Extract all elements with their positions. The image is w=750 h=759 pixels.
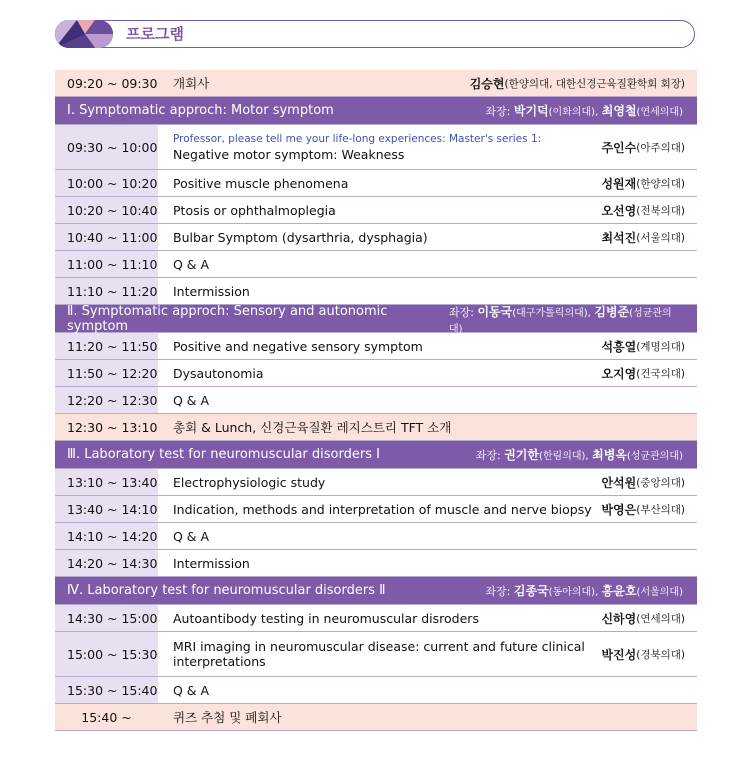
section-title: Ⅲ. Laboratory test for neuromuscular disorders Ⅰ — [67, 447, 380, 462]
table-row — [55, 605, 697, 632]
section-header-3 — [55, 441, 697, 469]
session-subtitle: Professor, please tell me your life-long experiences: Master's series 1: — [173, 132, 542, 145]
section-chairs: 좌장: 김종국(동아의대), 홍윤호(서울의대) — [485, 584, 683, 598]
time-cell: 09:20 ~ 09:30 — [55, 70, 158, 96]
session-title: Q & A — [173, 392, 210, 408]
section-title: Ⅰ. Symptomatic approch: Motor symptom — [67, 103, 334, 118]
table-row — [55, 632, 697, 677]
time-cell: 13:40 ~ 14:10 — [55, 496, 158, 522]
speaker: 오지영 (건국의대) — [601, 366, 685, 381]
speaker: 박진성 (경북의대) — [601, 647, 685, 662]
table-row — [55, 469, 697, 496]
speaker: 박영은 (부산의대) — [601, 502, 685, 517]
table-row — [55, 496, 697, 523]
time-cell: 10:20 ~ 10:40 — [55, 197, 158, 223]
section-title: Ⅳ. Laboratory test for neuromuscular disorders Ⅱ — [67, 583, 386, 598]
closing-row — [55, 704, 697, 731]
session-title: 개회사 — [173, 76, 210, 91]
table-row — [55, 278, 697, 305]
table-row — [55, 360, 697, 387]
page-title: 프로그램 — [126, 25, 184, 43]
section-header-4 — [55, 577, 697, 605]
time-cell: 15:40 ~ — [55, 704, 158, 730]
table-row — [55, 125, 697, 170]
session-title: Q & A — [173, 256, 210, 272]
speaker: 성원재 (한양의대) — [601, 176, 685, 191]
time-cell: 10:40 ~ 11:00 — [55, 224, 158, 250]
section-title: Ⅱ. Symptomatic approch: Sensory and autonomic symptom — [67, 303, 388, 334]
speaker: 신하영 (연세의대) — [601, 611, 685, 626]
session-title: Bulbar Symptom (dysarthria, dysphagia) — [173, 229, 428, 245]
session-title: Dysautonomia — [173, 365, 264, 381]
program-table — [55, 70, 697, 731]
table-row — [55, 224, 697, 251]
session-title: Ptosis or ophthalmoplegia — [173, 202, 336, 218]
time-cell: 12:30 ~ 13:10 — [55, 414, 158, 440]
speaker: 안석원 (중앙의대) — [601, 475, 685, 490]
speaker: 오선영 (전북의대) — [601, 203, 685, 218]
table-row — [55, 387, 697, 414]
session-title: Q & A — [173, 528, 210, 544]
program-header — [55, 20, 695, 48]
session-title: MRI imaging in neuromuscular disease: current and future clinical interpretations — [173, 639, 585, 669]
session-title: Q & A — [173, 682, 210, 698]
speaker: 김승현 (한양의대, 대한신경근육질환학회 회장) — [469, 76, 685, 91]
session-title: Indication, methods and interpretation of muscle and nerve biopsy — [173, 501, 592, 517]
section-chairs: 좌장: 이동국(대구가톨릭의대), 김병준(성균관의대) — [449, 304, 672, 335]
session-title: Professor, please tell me your life-long experiences: Master's series 1: Negative motor symptom: Weakness — [173, 132, 542, 162]
section-header-1 — [55, 97, 697, 125]
table-row — [55, 170, 697, 197]
time-cell: 09:30 ~ 10:00 — [55, 125, 158, 169]
section-chairs: 좌장: 박기덕(이화의대), 최영철(연세의대) — [485, 104, 683, 118]
session-title: Positive and negative sensory symptom — [173, 338, 423, 354]
speaker: 최석진 (서울의대) — [601, 230, 685, 245]
time-cell: 10:00 ~ 10:20 — [55, 170, 158, 196]
session-title: 퀴즈 추첨 및 폐회사 — [173, 710, 282, 725]
session-title: Autoantibody testing in neuromuscular disroders — [173, 610, 479, 626]
time-cell: 14:30 ~ 15:00 — [55, 605, 158, 631]
speaker: 석흥열 (계명의대) — [601, 339, 685, 354]
table-row — [55, 251, 697, 278]
speaker: 주인수 (아주의대) — [601, 140, 685, 155]
session-title: Positive muscle phenomena — [173, 175, 349, 191]
session-title: Intermission — [173, 555, 250, 571]
table-row — [55, 677, 697, 704]
section-header-2 — [55, 305, 697, 333]
lunch-row — [55, 414, 697, 441]
table-row — [55, 197, 697, 224]
time-cell: 14:10 ~ 14:20 — [55, 523, 158, 549]
time-cell: 11:20 ~ 11:50 — [55, 333, 158, 359]
time-cell: 14:20 ~ 14:30 — [55, 550, 158, 576]
opening-row — [55, 70, 697, 97]
session-title: Electrophysiologic study — [173, 474, 326, 490]
table-row — [55, 523, 697, 550]
session-title: Intermission — [173, 283, 250, 299]
time-cell: 12:20 ~ 12:30 — [55, 387, 158, 413]
session-title: 총회 & Lunch, 신경근육질환 레지스트리 TFT 소개 — [173, 420, 452, 435]
table-row — [55, 550, 697, 577]
time-cell: 11:10 ~ 11:20 — [55, 278, 158, 304]
time-cell: 15:00 ~ 15:30 — [55, 632, 158, 676]
section-chairs: 좌장: 권기한(한림의대), 최병옥(성균관의대) — [475, 448, 683, 462]
program-logo-icon — [55, 20, 113, 48]
time-cell: 13:10 ~ 13:40 — [55, 469, 158, 495]
time-cell: 11:00 ~ 11:10 — [55, 251, 158, 277]
time-cell: 15:30 ~ 15:40 — [55, 677, 158, 703]
time-cell: 11:50 ~ 12:20 — [55, 360, 158, 386]
table-row — [55, 333, 697, 360]
